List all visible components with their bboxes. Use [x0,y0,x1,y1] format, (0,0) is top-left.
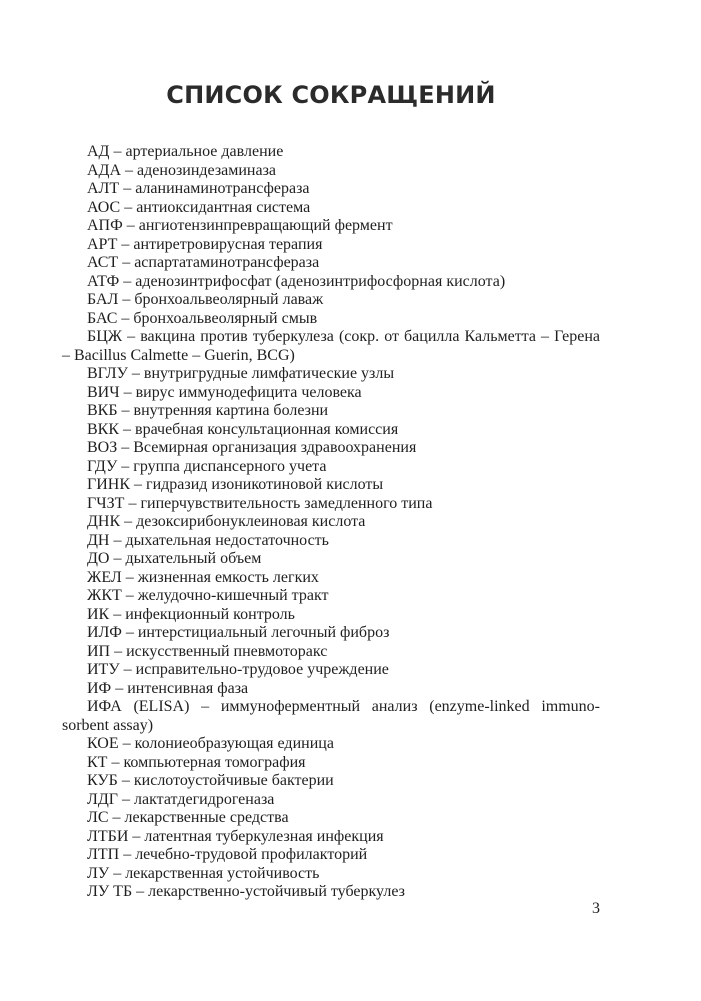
abbreviation-definition: антиоксидантная система [136,198,311,216]
dash-separator: – [109,550,126,567]
abbreviation-entry [62,254,600,273]
abbreviation-code: ВИЧ [87,383,120,401]
abbreviation-code: ИП [87,642,111,660]
abbreviation-entry [62,476,600,495]
dash-separator: – [117,402,134,419]
abbreviation-code: ИФ [87,679,112,697]
dash-separator: – [111,679,128,697]
abbreviation-definition: латентная туберкулезная инфекция [144,827,384,845]
abbreviation-code: КОЕ [87,735,119,752]
abbreviation-definition: исправительно-трудовое учреждение [135,661,389,678]
abbreviation-entry [62,772,600,791]
abbreviation-code: ВКК [87,420,120,438]
abbreviation-code: ДНК [87,513,121,530]
abbreviation-entry [62,402,600,421]
dash-separator: – [127,365,144,382]
abbreviation-code: ЖКТ [87,587,122,604]
abbreviation-definition: врачебная консультационная комиссия [135,420,399,438]
dash-separator: – [121,161,138,179]
abbreviation-definition: интенсивная фаза [127,679,249,697]
abbreviation-entry [62,439,600,458]
abbreviation-definition: искусственный пневмоторакс [126,642,328,660]
abbreviation-entry [62,495,600,514]
abbreviation-code: ИТУ [87,661,120,678]
abbreviation-code: КТ [87,753,108,771]
page-title: СПИСОК СОКРАЩЕНИЙ [166,81,496,109]
abbreviation-code: АД [87,143,110,160]
abbreviation-definition: артериальное давление [125,143,284,160]
abbreviation-entry [62,865,600,884]
abbreviation-entry [62,217,600,236]
dash-separator: – [118,790,135,808]
abbreviation-definition: дезоксирибонуклеиновая кислота [136,513,366,530]
dash-separator: – [109,143,126,160]
abbreviation-code: АПФ [87,217,123,234]
dash-separator: – [107,753,124,771]
abbreviation-definition: вирус иммунодефицита человека [135,383,362,401]
dash-separator: – [118,735,135,752]
abbreviation-code: ИЛФ [87,624,122,641]
abbreviation-definition: группа диспансерного учета [133,457,327,475]
abbreviation-entry [62,680,600,699]
abbreviation-entry [62,828,600,847]
abbreviation-code: ГЧЗТ [87,494,125,512]
abbreviation-definition: гидразид изоникотиновой кислоты [146,476,384,493]
dash-separator: – [119,180,136,197]
abbreviation-code: ИФА (ELISA) [87,698,190,715]
dash-separator: – [124,494,141,512]
dash-separator: – [117,439,134,456]
dash-separator: – [122,328,141,345]
abbreviation-definition: инфекционный контроль [125,605,295,623]
abbreviation-entry [62,883,600,902]
abbreviation-entry [62,624,600,643]
abbreviation-code: ВОЗ [87,439,118,456]
abbreviation-entry [62,421,600,440]
abbreviation-entry [62,735,600,754]
page-number: 3 [592,900,600,917]
abbreviation-code: ДН [87,531,110,549]
dash-separator: – [118,291,135,308]
abbreviation-definition: Всемирная организация здравоохранения [133,439,417,456]
dash-separator: – [117,309,134,327]
abbreviation-entry [62,550,600,569]
abbreviation-code: АОС [87,198,121,216]
abbreviation-definition: аденозиндезаминаза [137,161,277,179]
abbreviation-entry [62,643,600,662]
dash-separator: – [132,883,149,900]
dash-separator: – [119,420,136,438]
abbreviation-definition: колониеобразующая единица [134,735,334,752]
dash-separator: – [119,661,136,678]
abbreviation-entry [62,180,600,199]
abbreviation-definition: кислотоустойчивые бактерии [133,772,334,789]
abbreviation-code: АТФ [87,272,120,290]
abbreviation-definition: иммуноферментный анализ (enzyme-linked immuno-sorbent assay) [62,698,600,734]
abbreviation-entry [62,698,600,735]
abbreviation-definition: интерстициальный легочный фиброз [137,624,390,641]
abbreviation-definition: жизненная емкость легких [137,568,319,586]
abbreviation-entry [62,587,600,606]
abbreviation-code: АСТ [87,254,119,271]
dash-separator: – [109,864,126,882]
dash-separator: – [117,235,134,253]
dash-separator: – [109,605,126,623]
abbreviation-entry [62,384,600,403]
abbreviation-code: ЛТП [87,846,120,863]
abbreviation-list [62,143,600,902]
abbreviation-entry [62,458,600,477]
abbreviation-entry [62,236,600,255]
abbreviation-definition: внутригрудные лимфатические узлы [143,365,395,382]
dash-separator: – [121,624,138,641]
dash-separator: – [118,254,135,271]
abbreviation-definition: дыхательный объем [125,550,262,567]
dash-separator: – [108,809,125,826]
abbreviation-code: БЦЖ [87,328,123,345]
abbreviation-entry [62,569,600,588]
dash-separator: – [130,476,147,493]
dash-separator: – [117,772,134,789]
abbreviation-code: ЖЕЛ [87,568,122,586]
dash-separator: – [117,457,134,475]
abbreviation-code: АРТ [87,235,118,253]
abbreviation-definition: аспартатаминотрансфераза [134,254,320,271]
abbreviation-code: ЛДГ [87,790,119,808]
abbreviation-code: ИК [87,605,110,623]
abbreviation-code: БАС [87,309,118,327]
abbreviation-entry [62,328,600,365]
dash-separator: – [121,587,138,604]
abbreviation-definition: ангиотензинпревращающий фермент [138,217,393,234]
abbreviation-entry [62,162,600,181]
dash-separator: – [121,568,138,586]
abbreviation-definition: антиретровирусная терапия [133,235,323,253]
abbreviation-code: ЛТБИ [87,827,129,845]
abbreviation-entry [62,365,600,384]
dash-separator: – [122,217,139,234]
abbreviation-code: ЛС [87,809,109,826]
dash-separator: – [120,198,137,216]
abbreviation-entry [62,310,600,329]
abbreviation-code: АЛТ [87,180,120,197]
abbreviation-definition: лекарственные средства [124,809,289,826]
abbreviation-definition: лечебно-трудовой профилакторий [135,846,368,863]
abbreviation-definition: гиперчувствительность замедленного типа [140,494,433,512]
dash-separator: – [120,513,137,530]
dash-separator: – [119,272,136,290]
abbreviation-entry [62,199,600,218]
abbreviation-entry [62,661,600,680]
abbreviation-entry [62,754,600,773]
dash-separator: – [119,383,136,401]
abbreviation-entry [62,532,600,551]
abbreviation-entry [62,513,600,532]
abbreviation-definition: бронхоальвеолярный смыв [133,309,318,327]
abbreviation-definition: лекарственная устойчивость [125,864,320,882]
dash-separator: – [110,642,127,660]
abbreviation-code: ГИНК [87,476,131,493]
abbreviation-code: ВКБ [87,402,118,419]
abbreviation-entry [62,143,600,162]
abbreviation-definition: аланинаминотрансфераза [135,180,310,197]
abbreviation-entry [62,606,600,625]
abbreviation-entry [62,791,600,810]
abbreviation-definition: компьютерная томография [123,753,306,771]
abbreviation-entry [62,273,600,292]
abbreviation-definition: желудочно-кишечный тракт [137,587,329,604]
abbreviation-definition: лактатдегидрогеназа [134,790,275,808]
abbreviation-code: ДО [87,550,110,567]
abbreviation-definition: лекарственно-устойчивый туберкулез [148,883,405,900]
abbreviation-code: КУБ [87,772,118,789]
abbreviation-code: ГДУ [87,457,118,475]
dash-separator: – [128,827,145,845]
abbreviation-code: БАЛ [87,291,119,308]
abbreviation-entry [62,291,600,310]
dash-separator: – [109,531,126,549]
dash-separator: – [189,698,221,715]
abbreviation-code: ЛУ [87,864,110,882]
abbreviation-entry [62,846,600,865]
abbreviation-definition: аденозинтрифосфат (аденозинтрифосфорная кислота) [135,272,506,290]
abbreviation-code: ВГЛУ [87,365,128,382]
abbreviation-definition: бронхоальвеолярный лаваж [134,291,324,308]
abbreviation-definition: внутренняя картина болезни [133,402,329,419]
abbreviation-definition: вакцина против туберкулеза (сокр. от бацилла Кальметта – Герена – Bacillus Calmette – Guerin, BCG) [62,328,601,364]
abbreviation-definition: дыхательная недостаточность [125,531,329,549]
dash-separator: – [119,846,136,863]
abbreviation-code: ЛУ ТБ [87,883,133,900]
abbreviation-entry [62,809,600,828]
abbreviation-code: АДА [87,161,122,179]
